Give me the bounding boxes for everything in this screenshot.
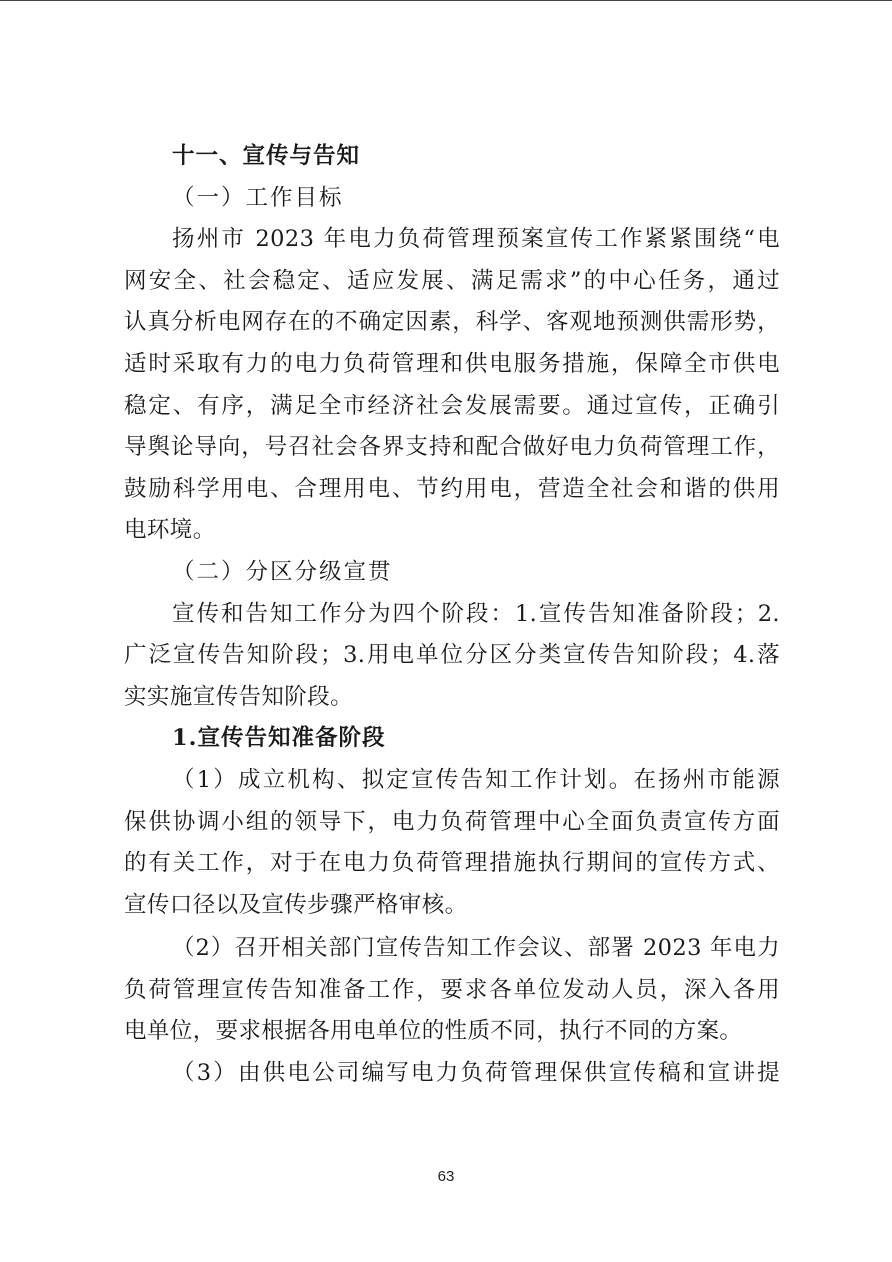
item-1: [124, 760, 780, 926]
section-title: 十一、宣传与告知: [172, 143, 361, 169]
paragraph-line: 认真分析电网存在的不确定因素，科学、客观地预测供需形势，: [124, 309, 780, 336]
top-border-line: [0, 0, 892, 1]
paragraph-line: 保供协调小组的领导下，电力负荷管理中心全面负责宣传方面: [124, 808, 780, 835]
paragraph-stages: [124, 594, 780, 719]
paragraph-line: 电单位，要求根据各用电单位的性质不同，执行不同的方案。: [124, 1018, 743, 1045]
paragraph-line: 的有关工作，对于在电力负荷管理措施执行期间的宣传方式、: [124, 850, 780, 877]
paragraph-line: 网安全、社会稳定、适应发展、满足需求”的中心任务，通过: [124, 267, 780, 294]
paragraph-line: （2）召开相关部门宣传告知工作会议、部署 2023 年电力: [172, 935, 780, 962]
paragraph-line: （3）由供电公司编写电力负荷管理保供宣传稿和宣讲提: [172, 1060, 780, 1087]
subsection-title-goals: （一）工作目标: [172, 184, 344, 211]
paragraph-line: 稳定、有序，满足全市经济社会发展需要。通过宣传，正确引: [124, 392, 780, 419]
subsection-title-zoning: （二）分区分级宣贯: [172, 558, 393, 585]
paragraph-line: 适时采取有力的电力负荷管理和供电服务措施，保障全市供电: [124, 350, 780, 377]
paragraph-line: 宣传和告知工作分为四个阶段：1.宣传告知准备阶段；2.: [172, 600, 780, 627]
paragraph-goals: [124, 219, 780, 552]
item-3: [124, 1053, 780, 1095]
paragraph-line: 负荷管理宣传告知准备工作，要求各单位发动人员，深入各用: [124, 976, 780, 1003]
stage1-title: 1.宣传告知准备阶段: [172, 725, 386, 752]
paragraph-line: 电环境。: [124, 517, 216, 544]
paragraph-line: （1）成立机构、拟定宣传告知工作计划。在扬州市能源: [172, 766, 780, 793]
paragraph-line: 扬州市 2023 年电力负荷管理预案宣传工作紧紧围绕“电: [172, 226, 780, 253]
paragraph-line: 宣传口径以及宣传步骤严格审核。: [124, 891, 468, 918]
paragraph-line: 广泛宣传告知阶段；3.用电单位分区分类宣传告知阶段；4.落: [124, 642, 780, 669]
document-body: [124, 136, 780, 1095]
paragraph-line: 实实施宣传告知阶段。: [124, 683, 354, 710]
paragraph-line: 导舆论导向，号召社会各界支持和配合做好电力负荷管理工作，: [124, 434, 780, 461]
paragraph-line: 鼓励科学用电、合理用电、节约用电，营造全社会和谐的供用: [124, 475, 780, 502]
page-number: 63: [437, 1168, 455, 1185]
item-2: [124, 928, 780, 1053]
